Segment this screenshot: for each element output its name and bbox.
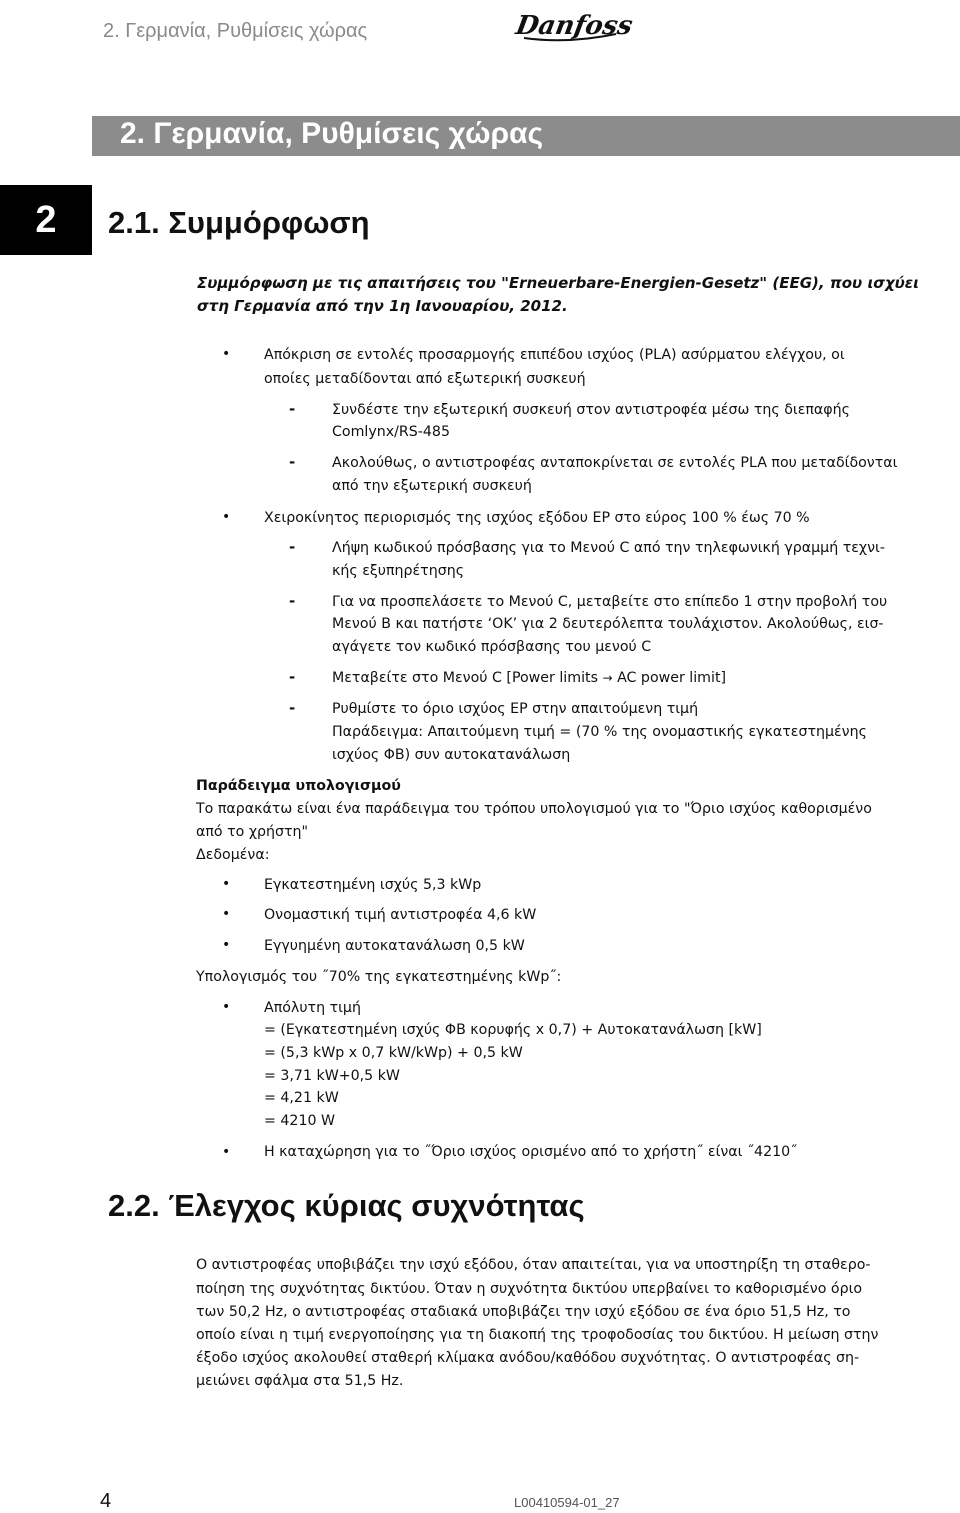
bullet-icon: • <box>222 1144 231 1160</box>
sub-bullet-text: Comlynx/RS-485 <box>332 424 450 440</box>
sub-bullet-text: Ακολούθως, ο αντιστροφέας ανταποκρίνεται σε εντολές PLA που μεταδίδονται <box>332 455 898 471</box>
sub-bullet-text: από την εξωτερική συσκευή <box>332 478 532 494</box>
absolute-value-label: Απόλυτη τιμή <box>264 1000 361 1016</box>
frequency-paragraph-line: ποίηση της συχνότητας δικτύου. Όταν η συχνότητα δικτύου υπερβαίνει το καθορισμένο όριο <box>196 1281 863 1297</box>
calculation-line: = (Εγκατεστημένη ισχύς ΦΒ κορυφής x 0,7) + Αυτοκατανάλωση [kW] <box>264 1022 762 1038</box>
section-heading-compliance: 2.1. Συμμόρφωση <box>108 205 370 240</box>
calculation-line: = (5,3 kWp x 0,7 kW/kWp) + 0,5 kW <box>264 1045 523 1061</box>
dash-icon: - <box>289 538 296 556</box>
sub-bullet-text: Παράδειγμα: Απαιτούμενη τιμή = (70 % της ονομαστικής εγκατεστημένης <box>332 724 867 740</box>
given-item: Εγγυημένη αυτοκατανάλωση 0,5 kW <box>264 938 525 954</box>
example-heading: Παράδειγμα υπολογισμού <box>196 778 401 794</box>
chapter-title: 2. Γερμανία, Ρυθμίσεις χώρας <box>120 117 544 150</box>
frequency-paragraph-line: οποίο είναι η τιμή ενεργοποίησης για τη διακοπή της τροφοδοσίας του δικτύου. Η μείωση στην <box>196 1327 879 1343</box>
document-code: L00410594-01_27 <box>514 1495 620 1510</box>
arrow-right-icon: → <box>602 671 613 685</box>
section-heading-frequency: 2.2. Έλεγχος κύριας συχνότητας <box>108 1188 585 1223</box>
sub-bullet-text: ισχύος ΦΒ) συν αυτοκατανάλωση <box>332 747 571 763</box>
bullet-text: Χειροκίνητος περιορισμός της ισχύος εξόδου EP στο εύρος 100 % έως 70 % <box>264 510 810 526</box>
chapter-tab: 2 <box>0 185 92 255</box>
svg-text:Danfoss: Danfoss <box>513 10 635 41</box>
sub-bullet-text: Μενού B και πατήστε ‘OK’ για 2 δευτερόλεπτα τουλάχιστον. Ακολούθως, εισ- <box>332 616 884 632</box>
calculation-line: = 4,21 kW <box>264 1090 339 1106</box>
bullet-icon: • <box>222 937 231 953</box>
calculation-line: = 4210 W <box>264 1113 336 1129</box>
sub-bullet-text: Λήψη κωδικού πρόσβασης για το Μενού C από την τηλεφωνική γραμμή τεχνι- <box>332 540 885 556</box>
bullet-text: Απόκριση σε εντολές προσαρμογής επιπέδου ισχύος (PLA) ασύρματου ελέγχου, οι <box>264 347 845 363</box>
given-item: Εγκατεστημένη ισχύς 5,3 kWp <box>264 877 482 893</box>
running-header: 2. Γερμανία, Ρυθμίσεις χώρας <box>103 20 368 42</box>
menu-path-end: AC power limit] <box>617 670 727 686</box>
example-description: από το χρήστη" <box>196 824 309 840</box>
sub-bullet-text: κής εξυπηρέτησης <box>332 563 465 579</box>
sub-bullet-text <box>332 667 726 690</box>
sub-bullet-text: αγάγετε τον κωδικό πρόσβασης του μενού C <box>332 639 652 655</box>
bullet-icon: • <box>222 876 231 892</box>
bullet-text: οποίες μεταδίδονται από εξωτερική συσκευή <box>264 371 586 387</box>
calculation-label: Υπολογισμός του ˝70% της εγκατεστημένης kWp˝: <box>196 969 562 985</box>
frequency-paragraph-line: έξοδο ισχύος ακολουθεί σταθερή κλίμακα ανόδου/καθόδου συχνότητας. Ο αντιστροφέας ση- <box>196 1350 860 1366</box>
bullet-icon: • <box>222 999 231 1015</box>
dash-icon: - <box>289 400 296 418</box>
dash-icon: - <box>289 453 296 471</box>
calculation-line: = 3,71 kW+0,5 kW <box>264 1068 400 1084</box>
frequency-paragraph-line: μειώνει σφάλμα στα 51,5 Hz. <box>196 1373 404 1389</box>
bullet-icon: • <box>222 346 231 362</box>
frequency-paragraph-line: των 50,2 Hz, ο αντιστροφέας σταδιακά υποβιβάζει την ισχύ εξόδου σε ένα όριο 51,5 Hz, το <box>196 1304 851 1320</box>
given-label: Δεδομένα: <box>196 847 270 863</box>
bullet-icon: • <box>222 509 231 525</box>
dash-icon: - <box>289 668 296 686</box>
bullet-icon: • <box>222 906 231 922</box>
frequency-paragraph-line: Ο αντιστροφέας υποβιβάζει την ισχύ εξόδου, όταν απαιτείται, για να υποστηρίξη τη σταθερο- <box>196 1257 871 1273</box>
sub-bullet-text: Συνδέστε την εξωτερική συσκευή στον αντιστροφέα μέσω της διεπαφής <box>332 402 850 418</box>
compliance-intro: Συμμόρφωση με τις απαιτήσεις του "Erneuerbare-Energien-Gesetz" (EEG), που ισχύει στη Γερμανία από την 1η Ιανουαρίου, 2012. <box>197 274 919 315</box>
given-item: Ονομαστική τιμή αντιστροφέα 4,6 kW <box>264 907 537 923</box>
chapter-title-bar <box>92 116 960 156</box>
page-number: 4 <box>100 1490 112 1512</box>
danfoss-logo <box>513 4 635 44</box>
example-description: Το παρακάτω είναι ένα παράδειγμα του τρόπου υπολογισμού για το "Όριο ισχύος καθορισμένο <box>196 801 872 817</box>
menu-path-start: Μεταβείτε στο Μενού C [Power limits <box>332 670 598 686</box>
final-entry: Η καταχώρηση για το ˝Όριο ισχύος ορισμένο από το χρήστη˝ είναι ˝4210˝ <box>264 1144 798 1160</box>
dash-icon: - <box>289 592 296 610</box>
dash-icon: - <box>289 699 296 717</box>
sub-bullet-text: Για να προσπελάσετε το Μενού C, μεταβείτε στο επίπεδο 1 στην προβολή του <box>332 594 888 610</box>
sub-bullet-text: Ρυθμίστε το όριο ισχύος EP στην απαιτούμενη τιμή <box>332 701 699 717</box>
